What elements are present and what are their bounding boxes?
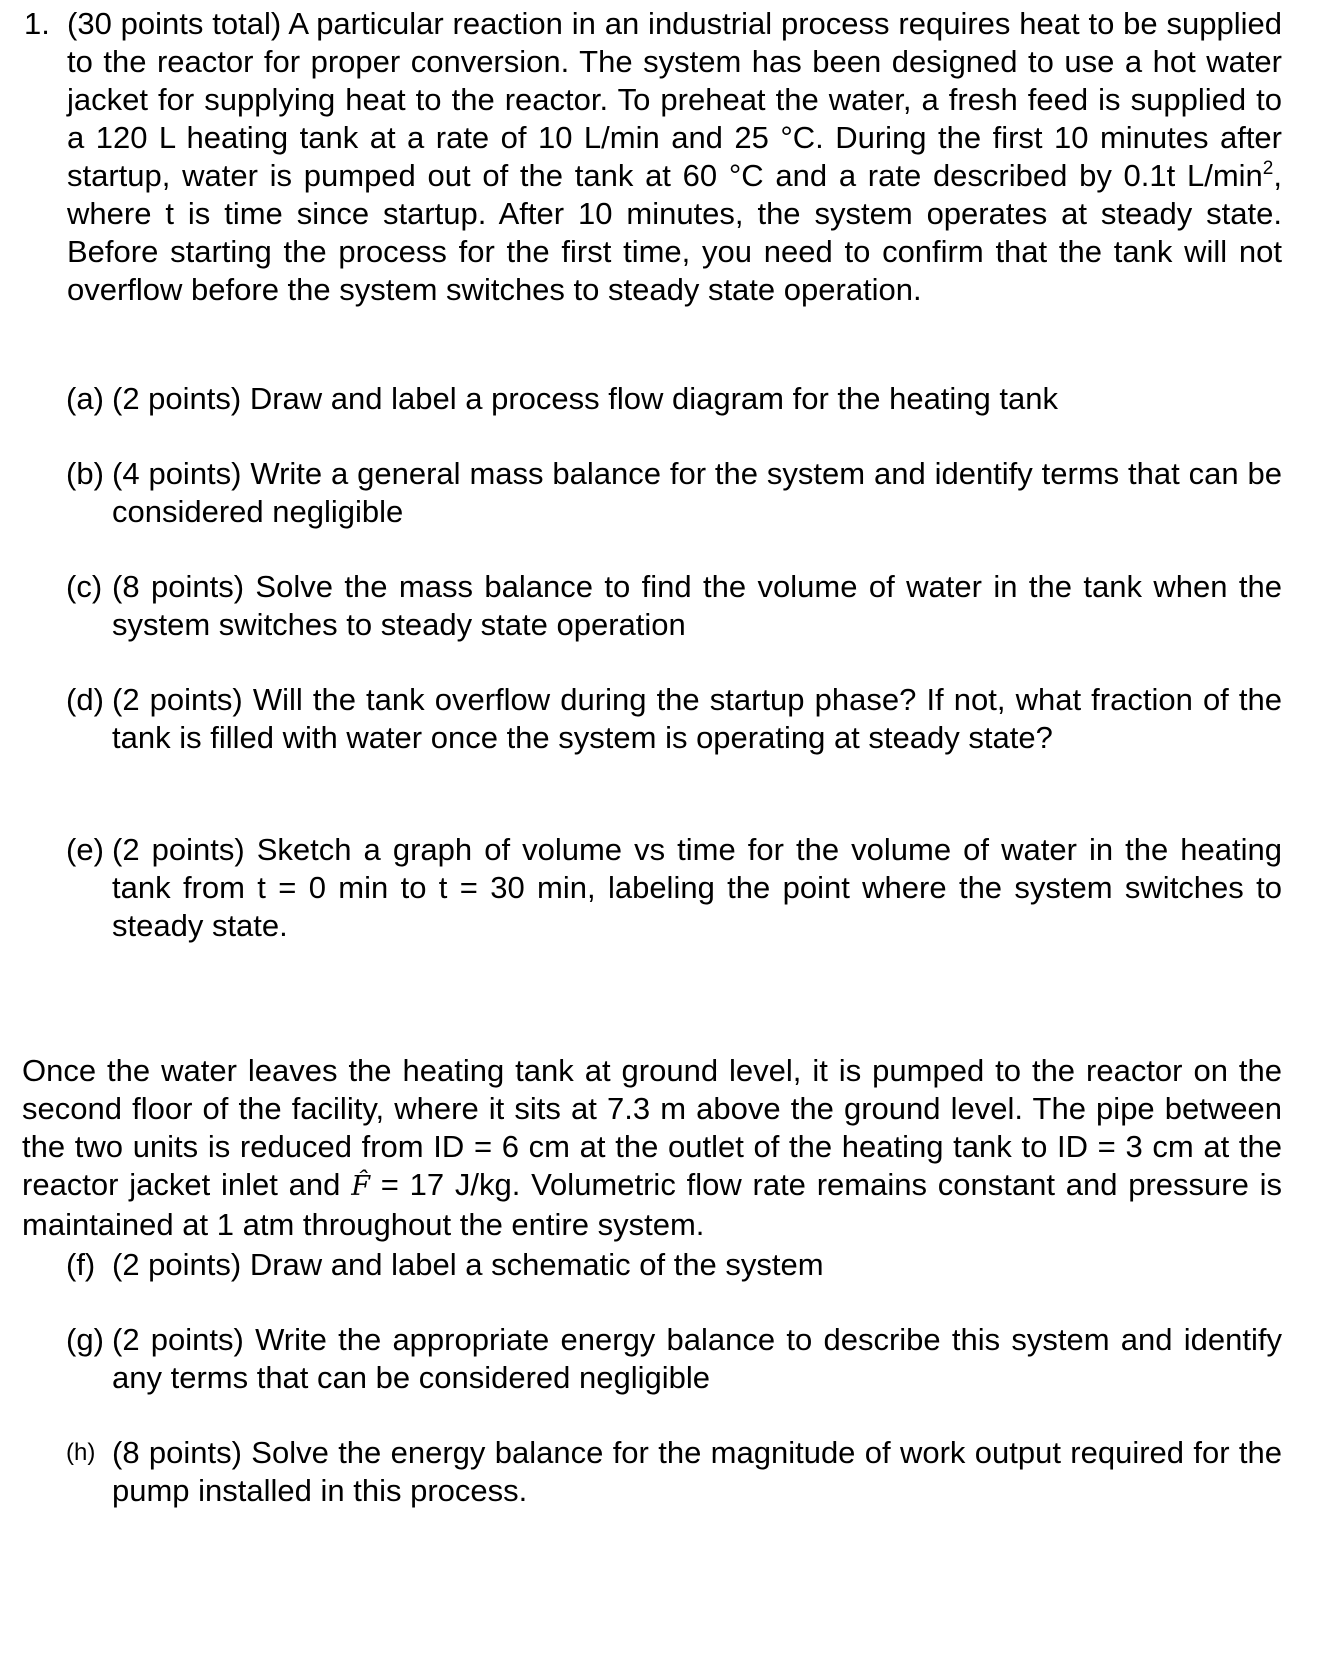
- part-a: [66, 380, 1282, 418]
- problem-intro-text: A particular reaction in an industrial process requires heat to be supplied to the reactor for proper conversion. The system has been designed to use a hot water jacket for supplying heat to the reactor. To preheat the water, a fresh feed is supplied to a 120 L heating tank at a rate of 10 L/min and 25 °C. During the first 10 minutes after startup, water is pumped out of the tank at 60 °C and a rate described by 0.1t L/min: [67, 6, 1283, 193]
- part-text: (8 points) Solve the mass balance to find the volume of water in the tank when the system switches to steady state operation: [112, 569, 1282, 642]
- problem-number: 1.: [24, 6, 50, 41]
- problem-1: [24, 5, 1282, 309]
- part-h: [66, 1434, 1282, 1510]
- part-d: [66, 681, 1282, 757]
- part-label: (c): [66, 569, 103, 604]
- part-b: [66, 455, 1282, 531]
- part-text: (8 points) Solve the energy balance for the magnitude of work output required for the pump installed in this process.: [112, 1435, 1282, 1508]
- paragraph-2-text-end: = 17 J/kg. Volumetric flow rate remains constant and pressure is maintained at 1 atm throughout the entire system.: [22, 1167, 1282, 1242]
- part-g: [66, 1321, 1282, 1397]
- problem-intro-text-end: , where t is time since startup. After 10 minutes, the system operates at steady state. Before starting the process for the first time, you need to confirm that the tank will not overflow before the system switches to steady state operation.: [67, 158, 1282, 307]
- part-label: (f): [66, 1247, 96, 1282]
- part-c: [66, 568, 1282, 644]
- f-hat-symbol: F̂: [351, 1171, 370, 1202]
- part-text: (2 points) Draw and label a schematic of the system: [112, 1247, 824, 1282]
- part-text: (2 points) Write the appropriate energy balance to describe this system and identify any terms that can be considered negligible: [112, 1322, 1282, 1395]
- problem-points: (30 points total): [67, 6, 282, 41]
- part-text: (4 points) Write a general mass balance for the system and identify terms that can be considered negligible: [112, 456, 1282, 529]
- paragraph-2-text: Once the water leaves the heating tank at ground level, it is pumped to the reactor on the second floor of the facility, where it sits at 7.3 m above the ground level. The pipe between the two units is reduced from ID = 6 cm at the outlet of the heating tank to ID = 3 cm at the reactor jacket inlet and: [22, 1053, 1282, 1202]
- part-label: (h): [66, 1439, 96, 1466]
- paragraph-2: [22, 1052, 1282, 1244]
- exponent: 2: [1262, 158, 1274, 179]
- part-label: (g): [66, 1322, 104, 1357]
- problem-intro: [67, 5, 1282, 309]
- part-label: (a): [66, 381, 104, 416]
- part-e: [66, 831, 1282, 945]
- part-label: (d): [66, 682, 104, 717]
- part-text: (2 points) Will the tank overflow during the startup phase? If not, what fraction of the tank is filled with water once the system is operating at steady state?: [112, 682, 1282, 755]
- part-text: (2 points) Draw and label a process flow diagram for the heating tank: [112, 381, 1058, 416]
- part-label: (b): [66, 456, 104, 491]
- part-f: [66, 1246, 1282, 1284]
- part-label: (e): [66, 832, 104, 867]
- part-text: (2 points) Sketch a graph of volume vs time for the volume of water in the heating tank from t = 0 min to t = 30 min, labeling the point where the system switches to steady state.: [112, 832, 1282, 943]
